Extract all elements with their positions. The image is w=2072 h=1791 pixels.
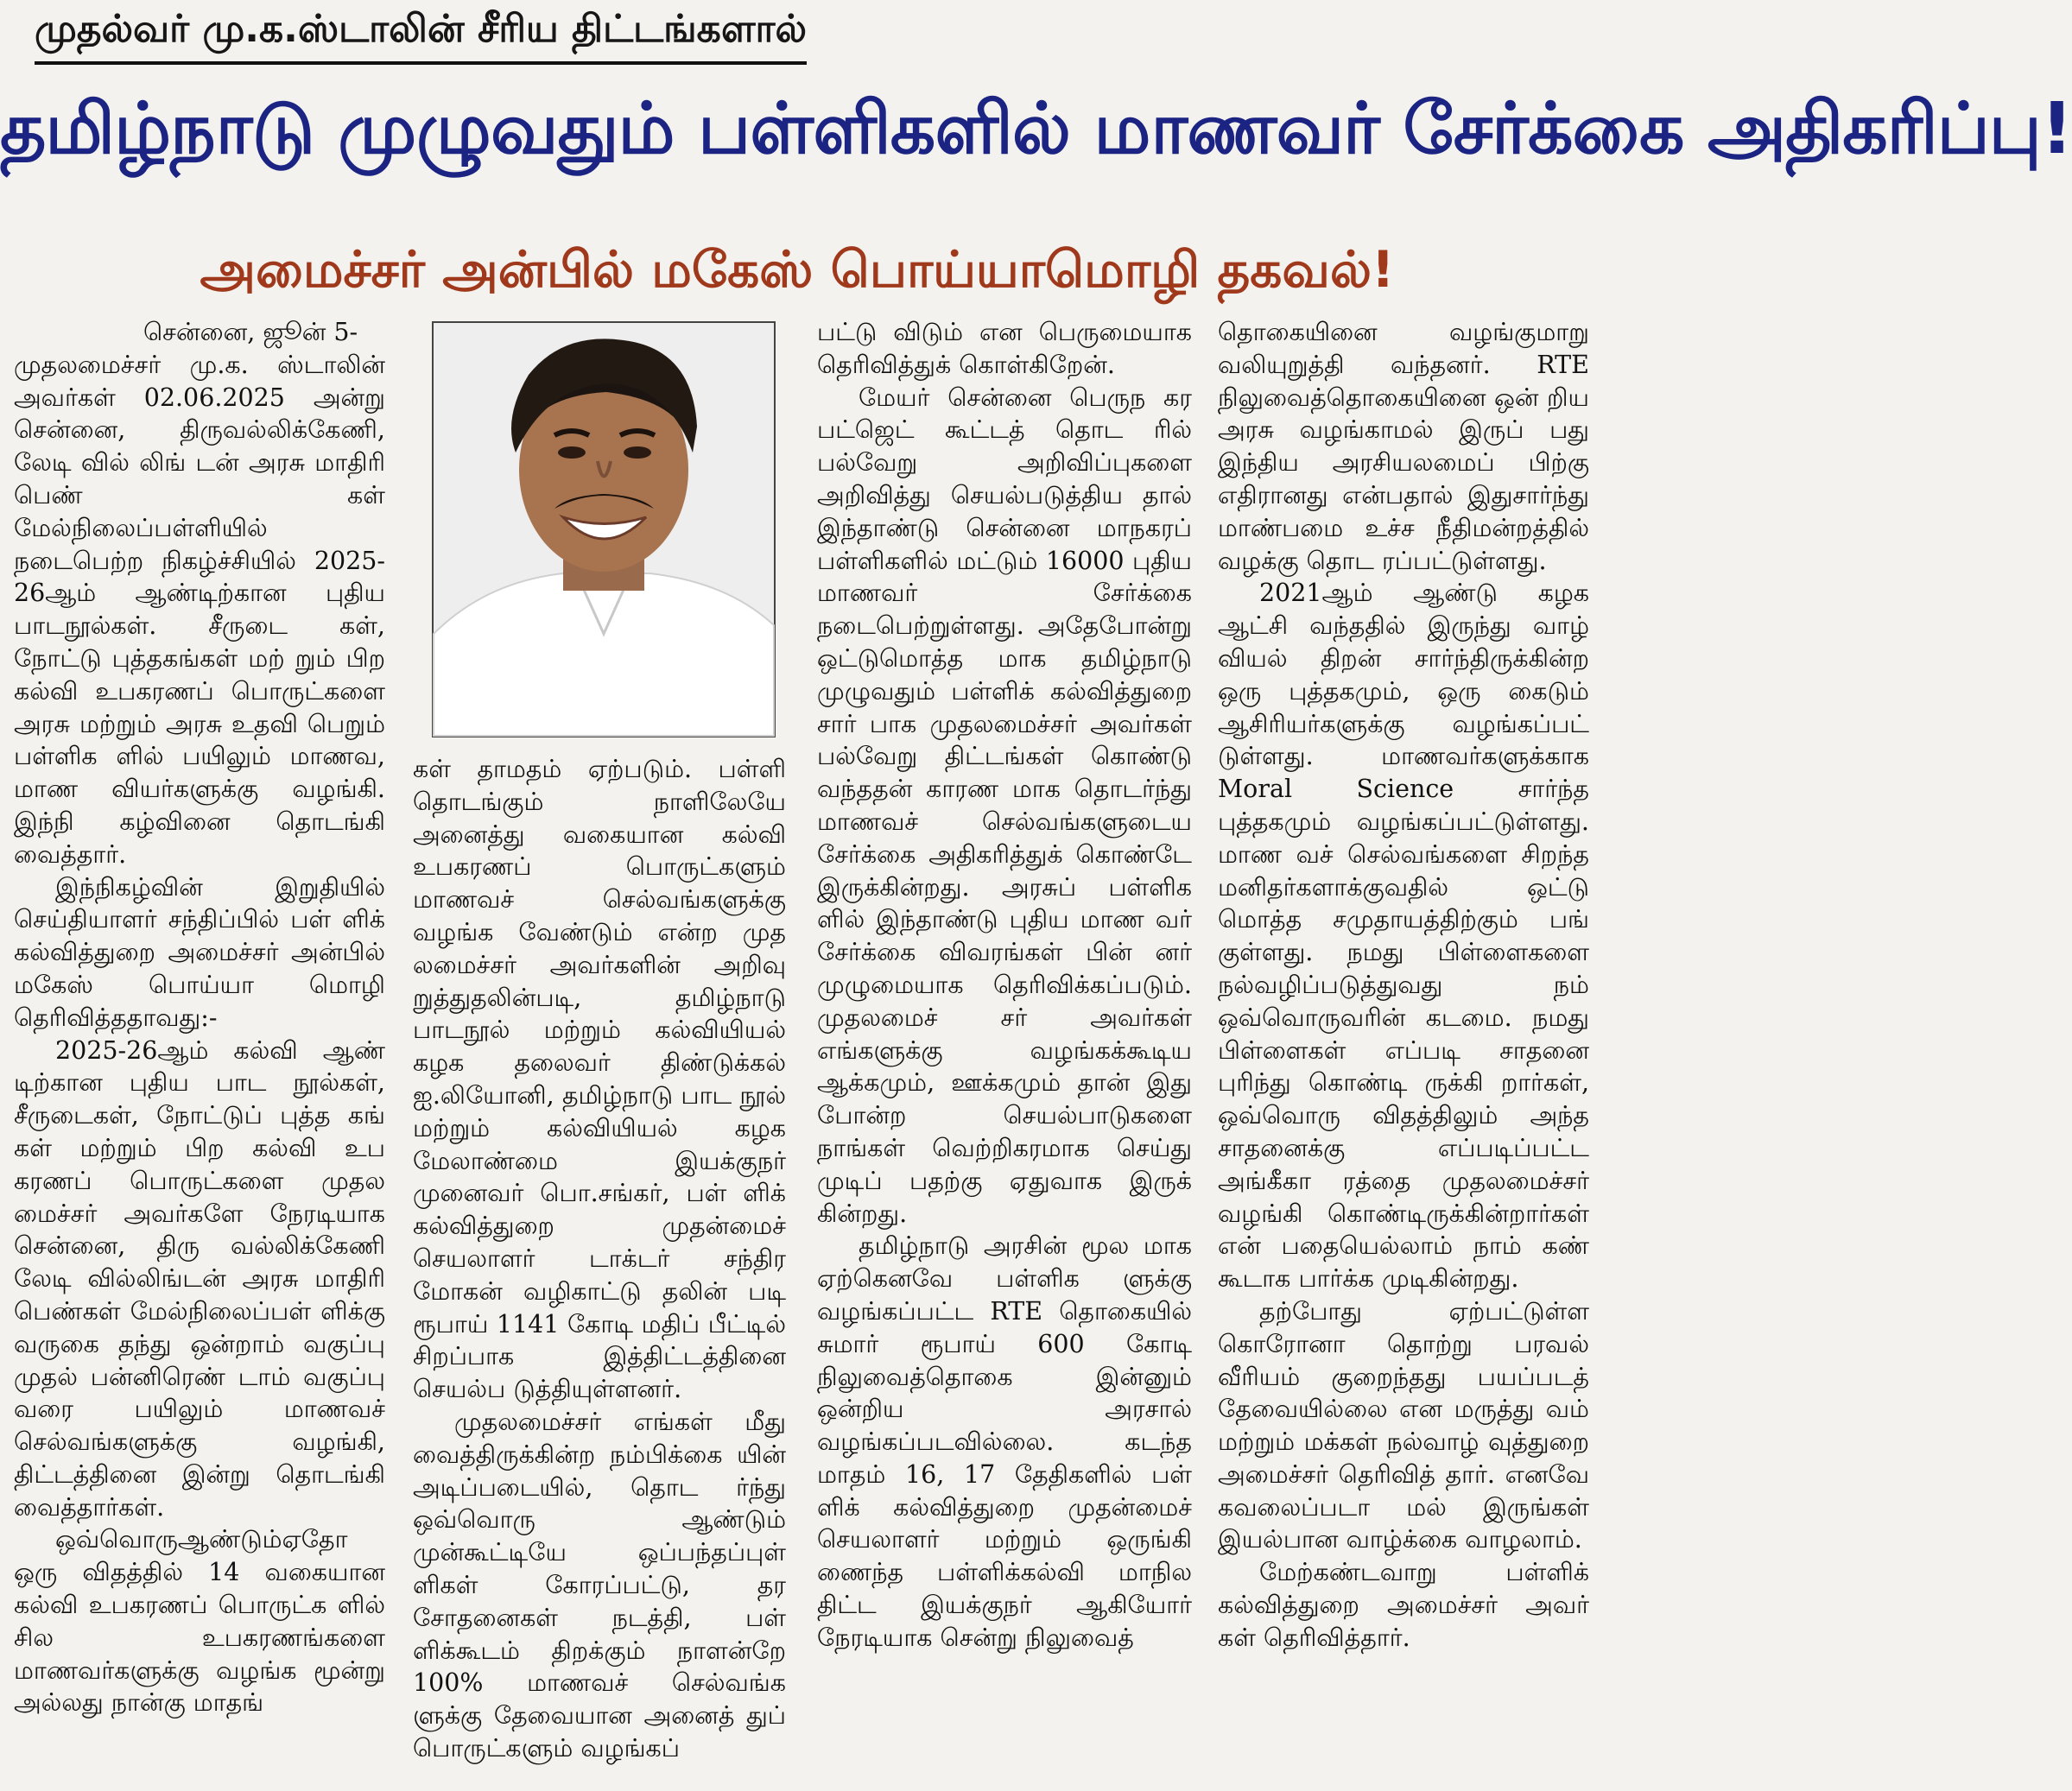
paragraph: பட்டு விடும் என பெருமையாக தெரிவித்துக் கொள்கிறேன். <box>817 318 1192 379</box>
dateline: சென்னை, ஜூன் 5- <box>143 318 358 346</box>
paragraph: மேற்கண்டவாறு பள்ளிக் கல்வித்துறை அமைச்சர் அவர் கள் தெரிவித்தார். <box>1218 1558 1589 1652</box>
paragraph: 2021ஆம் ஆண்டு கழக ஆட்சி வந்ததில் இருந்து வாழ் வியல் திறன் சார்ந்திருக்கின்ற ஒரு புத்தகமும், ஒரு கைடும் ஆசிரியர்களுக்கு வழங்கப்பட் டுள்ளது. மாணவர்களுக்காக Moral Science சார்ந்த புத்தகமும் வழங்கப்பட்டுள்ளது. மாண வச் செல்வங்களை சிறந்த மனிதர்களாக்குவதில் ஒட்டு மொத்த சமுதாயத்திற்கும் பங் குள்ளது. நமது பிள்ளைகளை நல்வழிப்படுத்துவது நம் ஒவ்வொருவரின் கடமை. நமது பிள்ளைகள் எப்படி சாதனை புரிந்து கொண்டி ருக்கி றார்கள், ஒவ்வொரு விதத்திலும் அந்த சாதனைக்கு எப்படிப்பட்ட அங்கீகா ரத்தை முதலமைச்சர் வழங்கி கொண்டிருக்கின்றார்கள் என் பதையெல்லாம் நாம் கண் கூடாக பார்க்க முடிகின்றது. <box>1218 579 1589 1294</box>
paragraph: 2025-26ஆம் கல்வி ஆண் டிற்கான புதிய பாட நூல்கள், சீருடைகள், நோட்டுப் புத்த கங் கள் மற்றும் பிற கல்வி உப கரணப் பொருட்களை முதல மைச்சர் அவர்களே நேரடியாக சென்னை, திரு வல்லிக்கேணி லேடி வில்லிங்டன் அரசு மாதிரி பெண்கள் மேல்நிலைப்பள் ளிக்கு வருகை தந்து ஒன்றாம் வகுப்பு முதல் பன்னிரெண் டாம் வகுப்பு வரை பயிலும் மாணவச் செல்வங்களுக்கு வழங்கி, திட்டத்தினை இன்று தொடங்கி வைத்தார்கள். <box>14 1035 385 1522</box>
headline: தமிழ்நாடு முழுவதும் பள்ளிகளில் மாணவர் சேர்க்கை அதிகரிப்பு! <box>0 88 2072 170</box>
paragraph: இந்நிகழ்வின் இறுதியில் செய்தியாளர் சந்திப்பில் பள் ளிக் கல்வித்துறை அமைச்சர் அன்பில் மகேஸ் பொய்யா மொழி தெரிவித்ததாவது:- <box>14 872 385 1032</box>
article-column-1 <box>14 316 385 1781</box>
paragraph: தமிழ்நாடு அரசின் மூல மாக ஏற்கெனவே பள்ளிக ளுக்கு வழங்கப்பட்ட RTE தொகையில் சுமார் ரூபாய் 600 கோடி நிலுவைத்தொகை இன்னும் ஒன்றிய அரசால் வழங்கப்படவில்லை. கடந்த மாதம் 16, 17 தேதிகளில் பள் ளிக் கல்வித்துறை முதன்மைச் செயலாளர் மற்றும் ஒருங்கி ணைந்த பள்ளிக்கல்வி மாநில திட்ட இயக்குநர் ஆகியோர் நேரடியாக சென்று நிலுவைத் <box>817 1231 1192 1652</box>
portrait-illustration <box>434 323 774 736</box>
subheadline: அமைச்சர் அன்பில் மகேஸ் பொய்யாமொழி தகவல்! <box>200 240 1395 299</box>
paragraph: கள் தாமதம் ஏற்படும். பள்ளி தொடங்கும் நாளிலேயே அனைத்து வகையான கல்வி உபகரணப் பொருட்களும் மாணவச் செல்வங்களுக்கு வழங்க வேண்டும் என்ற முத லமைச்சர் அவர்களின் அறிவு றுத்துதலின்படி, தமிழ்நாடு பாடநூல் மற்றும் கல்வியியல் கழக தலைவர் திண்டுக்கல் ஐ.லியோனி, தமிழ்நாடு பாட நூல் மற்றும் கல்வியியல் கழக மேலாண்மை இயக்குநர் முனைவர் பொ.சங்கர், பள் ளிக் கல்வித்துறை முதன்மைச் செயலாளர் டாக்டர் சந்திர மோகன் வழிகாட்டு தலின் படி ரூபாய் 1141 கோடி மதிப் பீட்டில் சிறப்பாக இத்திட்டத்தினை செயல்ப டுத்தியுள்ளனர். <box>413 755 786 1404</box>
paragraph: முதலமைச்சர் எங்கள் மீது வைத்திருக்கின்ற நம்பிக்கை யின் அடிப்படையில், தொட ர்ந்து ஒவ்வொரு ஆண்டும் முன்கூட்டியே ஒப்பந்தப்புள் ளிகள் கோரப்பட்டு, தர சோதனைகள் நடத்தி, பள் ளிக்கூடம் திறக்கும் நாளன்றே 100% மாணவச் செல்வங்க ளுக்கு தேவையான அனைத் துப் பொருட்களும் வழங்கப் <box>413 1407 786 1763</box>
paragraph: மேயர் சென்னை பெருந கர பட்ஜெட் கூட்டத் தொட ரில் பல்வேறு அறிவிப்புகளை அறிவித்து செயல்படுத்திய தால் இந்தாண்டு சென்னை மாநகரப் பள்ளிகளில் மட்டும் 16000 புதிய மாணவர் சேர்க்கை நடைபெற்றுள்ளது. அதேபோன்று ஒட்டுமொத்த மாக தமிழ்நாடு முழுவதும் பள்ளிக் கல்வித்துறை சார் பாக முதலமைச்சர் அவர்கள் பல்வேறு திட்டங்கள் கொண்டு வந்ததன் காரண மாக தொடர்ந்து மாணவச் செல்வங்களுடைய சேர்க்கை அதிகரித்துக் கொண்டே இருக்கின்றது. அரசுப் பள்ளிக ளில் இந்தாண்டு புதிய மாண வர் சேர்க்கை விவரங்கள் பின் னர் முழுமையாக தெரிவிக்கப்படும். முதலமைச் சர் அவர்கள் எங்களுக்கு வழங்கக்கூடிய ஆக்கமும், ஊக்கமும் தான் இது போன்ற செயல்பாடுகளை நாங்கள் வெற்றிகரமாக செய்து முடிப் பதற்கு ஏதுவாக இருக் கின்றது. <box>817 383 1192 1228</box>
kicker-strapline: முதல்வர் மு.க.ஸ்டாலின் சீரிய திட்டங்களால் <box>35 7 807 65</box>
minister-photo <box>432 321 776 737</box>
paragraph: தற்போது ஏற்பட்டுள்ள கொரோனா தொற்று பரவல் வீரியம் குறைந்தது பயப்படத் தேவையில்லை என மருத்து வம் மற்றும் மக்கள் நல்வாழ் வுத்துறை அமைச்சர் தெரிவித் தார். எனவே கவலைப்படா மல் இருங்கள் இயல்பான வாழ்க்கை வாழலாம். <box>1218 1296 1589 1554</box>
paragraph: ஒவ்வொருஆண்டும்ஏதோ ஒரு விதத்தில் 14 வகையான கல்வி உபகரணப் பொருட்க ளில் சில உபகரணங்களை மாணவர்களுக்கு வழங்க மூன்று அல்லது நான்கு மாதங் <box>14 1525 385 1718</box>
article-column-4 <box>1218 316 1589 1781</box>
article-column-2 <box>413 753 786 1781</box>
article-column-3 <box>817 316 1192 1781</box>
paragraph: தொகையினை வழங்குமாறு வலியுறுத்தி வந்தனர். RTE நிலுவைத்தொகையினை ஒன் றிய அரசு வழங்காமல் இருப் பது இந்திய அரசியலமைப் பிற்கு எதிரானது என்பதால் இதுசார்ந்து மாண்பமை உச்ச நீதிமன்றத்தில் வழக்கு தொட ரப்பட்டுள்ளது. <box>1218 318 1589 575</box>
paragraph: முதலமைச்சர் மு.க. ஸ்டாலின் அவர்கள் 02.06.2025 அன்று சென்னை, திருவல்லிக்கேணி, லேடி வில் லிங் டன் அரசு மாதிரி பெண் கள் மேல்நிலைப்பள்ளியில் நடைபெற்ற நிகழ்ச்சியில் 2025-26ஆம் ஆண்டிற்கான புதிய பாடநூல்கள். சீருடை கள், நோட்டு புத்தகங்கள் மற் றும் பிற கல்வி உபகரணப் பொருட்களை அரசு மற்றும் அரசு உதவி பெறும் பள்ளிக ளில் பயிலும் மாணவ, மாண வியர்களுக்கு வழங்கி. இந்நி கழ்வினை தொடங்கி வைத்தார். <box>14 350 385 869</box>
